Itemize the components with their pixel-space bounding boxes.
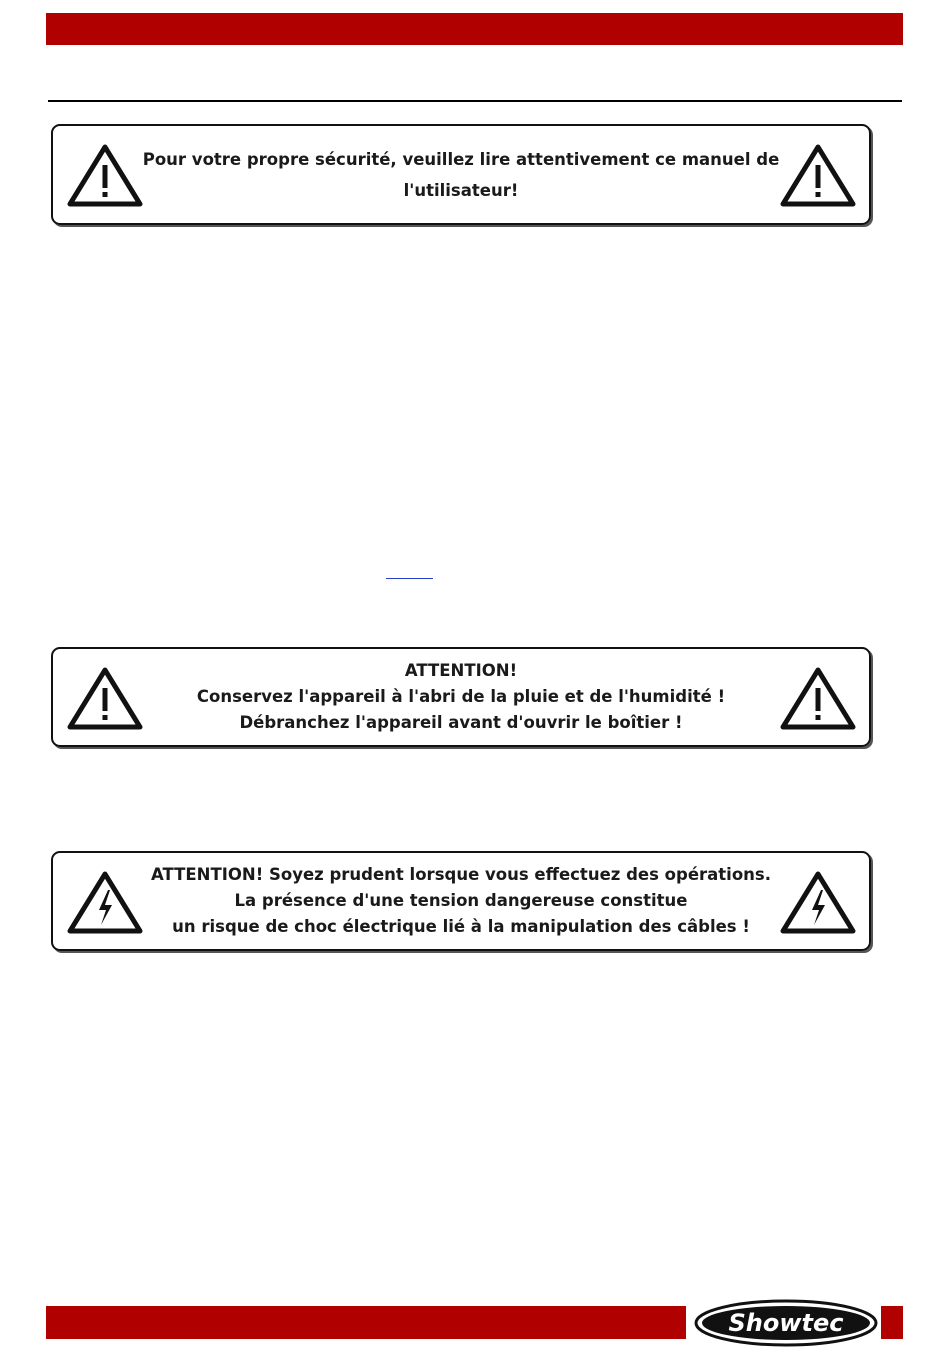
warning-box-read-manual (51, 124, 871, 225)
warning-text (153, 853, 769, 949)
warning-line: Débranchez l'appareil avant d'ouvrir le boîtier ! (239, 713, 683, 732)
warning-line: ATTENTION! Soyez prudent lorsque vous effectuez des opérations. (151, 865, 771, 884)
warning-box-moisture (51, 647, 871, 747)
warning-triangle-icon (67, 666, 143, 730)
warning-triangle-icon (780, 666, 856, 730)
warning-text (142, 126, 780, 223)
high-voltage-icon (67, 870, 143, 934)
warning-text (153, 649, 769, 745)
header-bar (46, 13, 903, 45)
showtec-logo (693, 1298, 879, 1348)
header-divider (48, 100, 902, 102)
warning-line: l'utilisateur! (403, 180, 519, 200)
link-underline (386, 578, 433, 579)
warning-line: Conservez l'appareil à l'abri de la pluie et de l'humidité ! (196, 687, 726, 706)
high-voltage-icon (780, 870, 856, 934)
warning-box-electric (51, 851, 871, 951)
warning-triangle-icon (67, 143, 143, 207)
footer-bar (46, 1306, 686, 1339)
warning-line: un risque de choc électrique lié à la manipulation des câbles ! (172, 917, 750, 936)
warning-line: ATTENTION! (404, 661, 518, 680)
warning-line: La présence d'une tension dangereuse constitue (234, 891, 688, 910)
warning-triangle-icon (780, 143, 856, 207)
logo-text: Showtec (728, 1309, 844, 1337)
warning-line: Pour votre propre sécurité, veuillez lire attentivement ce manuel de (142, 149, 780, 169)
footer-bar-end (881, 1306, 903, 1339)
